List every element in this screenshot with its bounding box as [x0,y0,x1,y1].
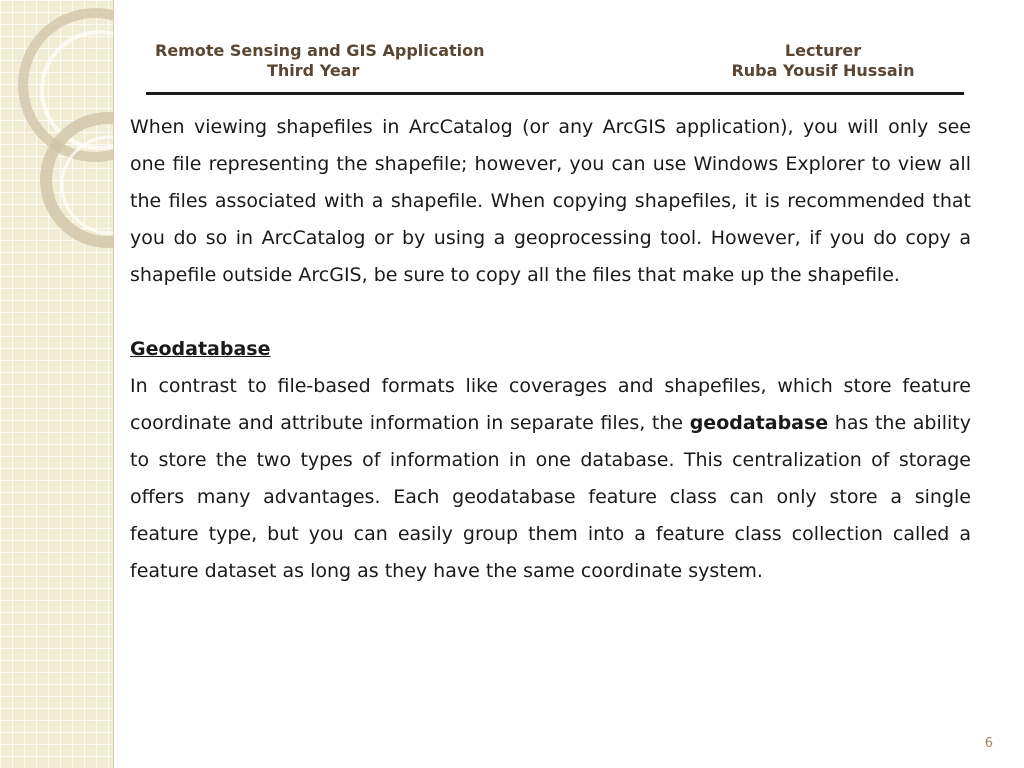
geodatabase-bold-term: geodatabase [689,412,829,434]
geodatabase-paragraph [130,368,971,590]
course-title: Remote Sensing and GIS Application [155,41,485,60]
slide-content [130,109,971,590]
decorative-sidebar [0,0,114,768]
page-number: 6 [984,736,993,751]
geodatabase-paragraph-end: has the ability to store the two types of information in one database. This centralization of storage offers many advantages. Each geodatabase feature class can only store a single feature type, but you can easily group them into a feature class collection called a feature dataset as long as they have the same coordinate system. [130,412,971,582]
decorative-circles-graphic [0,0,113,768]
lecturer-role: Lecturer [784,41,862,60]
shapefile-paragraph: When viewing shapefiles in ArcCatalog (or any ArcGIS application), you will only see one file representing the shapefile; however, you can use Windows Explorer to view all the files associated with a shapefile. When copying shapefiles, it is recommended that you do so in ArcCatalog or by using a geoprocessing tool. However, if you do copy a shapefile outside ArcGIS, be sure to copy all the files that make up the shapefile. [130,116,971,286]
lecturer-header [718,41,928,81]
geodatabase-paragraph-start: In contrast to file-based formats like coverages and shapefiles, which store feature coordinate and attribute information in separate files, the [130,375,971,434]
course-year: Third Year [267,61,360,80]
course-header [155,41,495,81]
header-divider [146,92,964,95]
section-heading: Geodatabase [130,338,271,360]
lecturer-name: Ruba Yousif Hussain [731,61,915,80]
paragraph-spacer [130,294,971,331]
